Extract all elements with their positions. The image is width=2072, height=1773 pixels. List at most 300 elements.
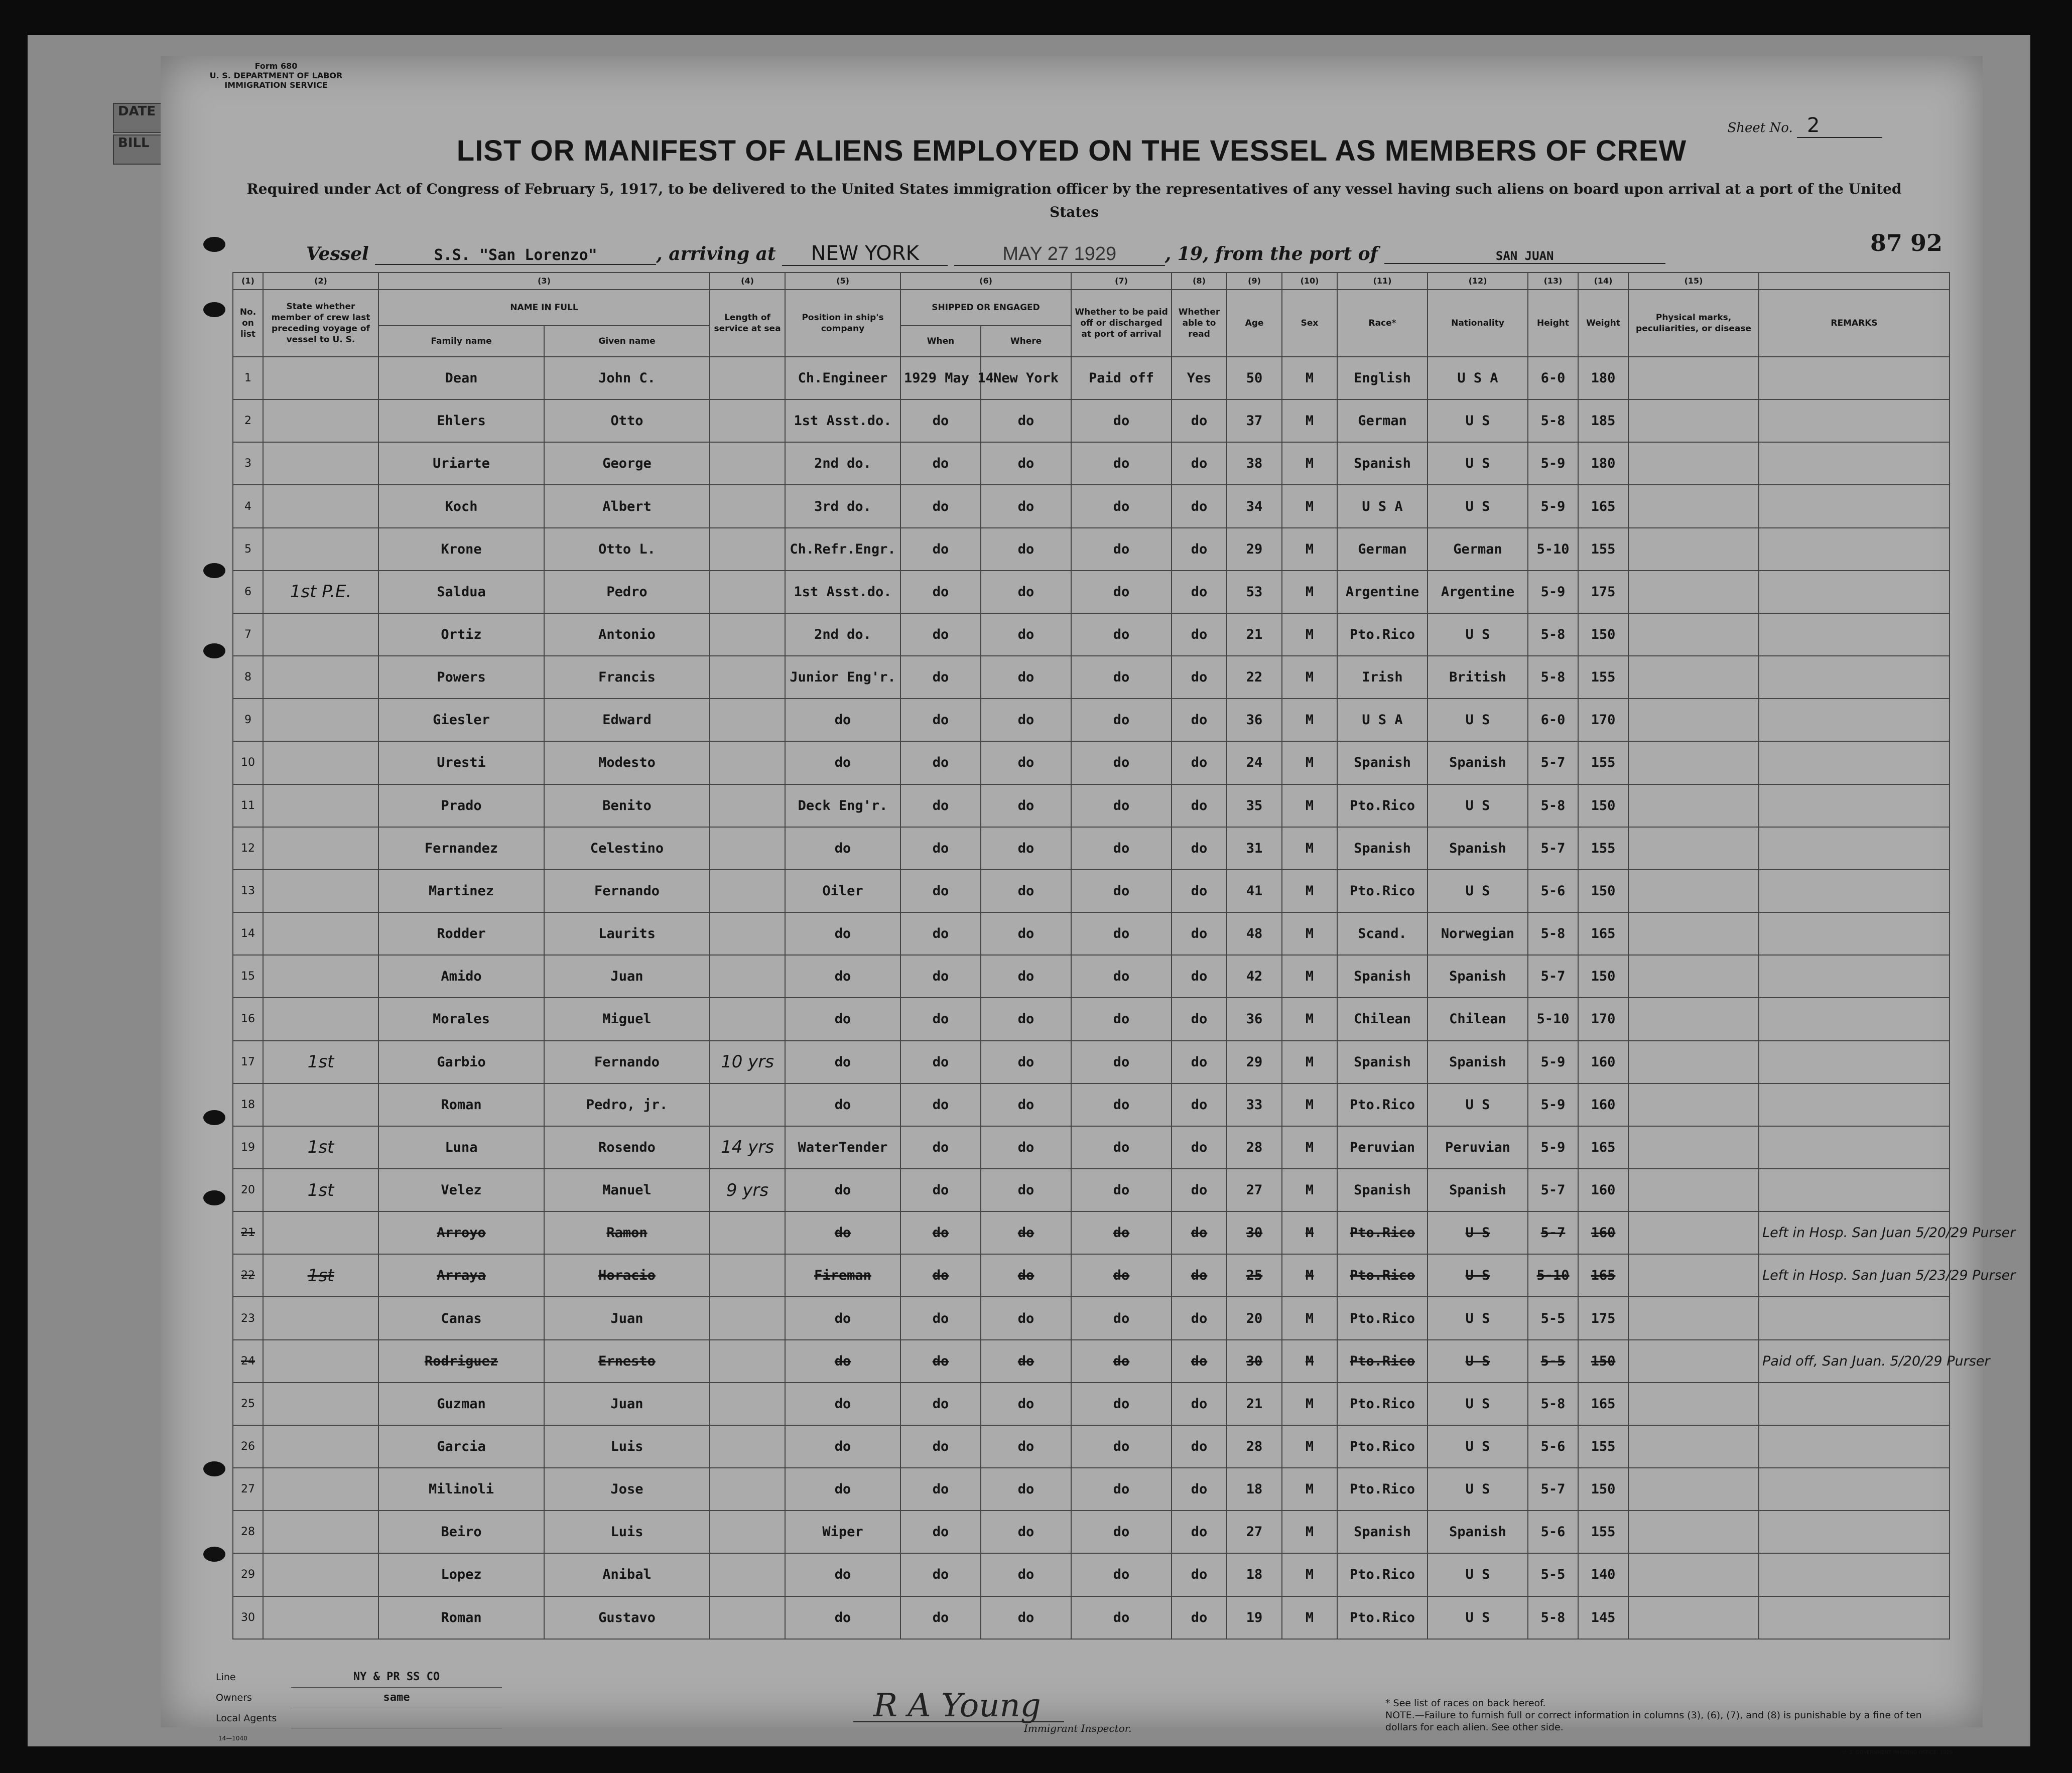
race: Pto.Rico bbox=[1337, 1083, 1428, 1126]
arrival-date-stamp: MAY 27 1929 bbox=[954, 243, 1165, 266]
family-name: Garcia bbox=[378, 1425, 544, 1468]
height: 5-9 bbox=[1528, 571, 1578, 613]
paid-off: do bbox=[1071, 1169, 1172, 1211]
weight: 155 bbox=[1578, 741, 1628, 784]
header-physical-marks: Physical marks, peculiarities, or disease bbox=[1628, 290, 1759, 357]
age: 27 bbox=[1227, 1511, 1282, 1553]
weight: 165 bbox=[1578, 1254, 1628, 1297]
weight: 170 bbox=[1578, 998, 1628, 1040]
shipped-when: do bbox=[900, 1383, 981, 1425]
remarks bbox=[1759, 1596, 1950, 1639]
race: English bbox=[1337, 357, 1428, 399]
physical-marks bbox=[1628, 1425, 1759, 1468]
height: 6-0 bbox=[1528, 699, 1578, 741]
previous-voyage bbox=[263, 1211, 378, 1254]
age: 53 bbox=[1227, 571, 1282, 613]
local-agents-value bbox=[291, 1708, 502, 1728]
height: 5-5 bbox=[1528, 1340, 1578, 1383]
age: 33 bbox=[1227, 1083, 1282, 1126]
given-name: Otto L. bbox=[544, 528, 710, 571]
sex: M bbox=[1282, 870, 1337, 912]
age: 41 bbox=[1227, 870, 1282, 912]
row-number: 8 bbox=[233, 656, 263, 699]
remarks bbox=[1759, 870, 1950, 912]
header-row bbox=[233, 290, 1950, 326]
given-name: Benito bbox=[544, 784, 710, 827]
previous-voyage bbox=[263, 870, 378, 912]
position: do bbox=[785, 827, 900, 870]
position: do bbox=[785, 741, 900, 784]
paid-off: do bbox=[1071, 1254, 1172, 1297]
table-row bbox=[233, 912, 1950, 955]
age: 28 bbox=[1227, 1425, 1282, 1468]
age: 37 bbox=[1227, 399, 1282, 442]
page-title: LIST OR MANIFEST OF ALIENS EMPLOYED ON THE VESSEL AS MEMBERS OF CREW bbox=[456, 134, 1687, 167]
shipped-where: do bbox=[981, 571, 1071, 613]
row-number: 9 bbox=[233, 699, 263, 741]
length-of-service bbox=[710, 870, 785, 912]
length-of-service bbox=[710, 827, 785, 870]
paid-off: do bbox=[1071, 1297, 1172, 1339]
table-row bbox=[233, 357, 1950, 399]
given-name: Gustavo bbox=[544, 1596, 710, 1639]
physical-marks bbox=[1628, 1511, 1759, 1553]
line-value: NY & PR SS CO bbox=[291, 1667, 502, 1688]
age: 38 bbox=[1227, 442, 1282, 485]
physical-marks bbox=[1628, 1596, 1759, 1639]
header-remarks: REMARKS bbox=[1759, 290, 1950, 357]
age: 25 bbox=[1227, 1254, 1282, 1297]
length-of-service bbox=[710, 912, 785, 955]
position: do bbox=[785, 955, 900, 998]
punch-hole bbox=[203, 643, 225, 658]
position: do bbox=[785, 1596, 900, 1639]
paid-off: do bbox=[1071, 485, 1172, 527]
table-row bbox=[233, 1511, 1950, 1553]
header-nationality: Nationality bbox=[1428, 290, 1528, 357]
sex: M bbox=[1282, 827, 1337, 870]
header-position: Position in ship's company bbox=[785, 290, 900, 357]
physical-marks bbox=[1628, 1254, 1759, 1297]
position: do bbox=[785, 1425, 900, 1468]
weight: 185 bbox=[1578, 399, 1628, 442]
family-name: Morales bbox=[378, 998, 544, 1040]
sex: M bbox=[1282, 1383, 1337, 1425]
previous-voyage: 1st bbox=[263, 1254, 378, 1297]
height: 5-8 bbox=[1528, 656, 1578, 699]
sex: M bbox=[1282, 1083, 1337, 1126]
nationality: Argentine bbox=[1428, 571, 1528, 613]
remarks bbox=[1759, 1553, 1950, 1596]
form-department: U. S. DEPARTMENT OF LABOR bbox=[209, 71, 343, 80]
column-number-row bbox=[233, 272, 1950, 290]
shipped-where: do bbox=[981, 613, 1071, 656]
weight: 165 bbox=[1578, 912, 1628, 955]
physical-marks bbox=[1628, 827, 1759, 870]
header-length-service: Length of service at sea bbox=[710, 290, 785, 357]
shipped-when: do bbox=[900, 1254, 981, 1297]
able-to-read: do bbox=[1172, 870, 1227, 912]
previous-voyage bbox=[263, 1340, 378, 1383]
punch-hole bbox=[203, 1110, 225, 1125]
shipped-when: do bbox=[900, 1083, 981, 1126]
height: 5-10 bbox=[1528, 998, 1578, 1040]
family-name: Arraya bbox=[378, 1254, 544, 1297]
table-row bbox=[233, 442, 1950, 485]
previous-voyage bbox=[263, 1511, 378, 1553]
sex: M bbox=[1282, 998, 1337, 1040]
height: 5-7 bbox=[1528, 1169, 1578, 1211]
race: Pto.Rico bbox=[1337, 1340, 1428, 1383]
table-row bbox=[233, 741, 1950, 784]
nationality: U S bbox=[1428, 1468, 1528, 1511]
shipped-when: do bbox=[900, 741, 981, 784]
nationality: U S bbox=[1428, 1211, 1528, 1254]
given-name: Luis bbox=[544, 1425, 710, 1468]
col-num: (3) bbox=[378, 272, 710, 290]
able-to-read: do bbox=[1172, 827, 1227, 870]
previous-voyage bbox=[263, 1383, 378, 1425]
given-name: Ramon bbox=[544, 1211, 710, 1254]
length-of-service bbox=[710, 1553, 785, 1596]
table-row bbox=[233, 1553, 1950, 1596]
race: Pto.Rico bbox=[1337, 613, 1428, 656]
paid-off: do bbox=[1071, 399, 1172, 442]
note-races: * See list of races on back hereof. bbox=[1385, 1698, 1546, 1709]
shipped-where: do bbox=[981, 442, 1071, 485]
family-name: Ortiz bbox=[378, 613, 544, 656]
height: 5-7 bbox=[1528, 741, 1578, 784]
remarks bbox=[1759, 1126, 1950, 1169]
position: do bbox=[785, 998, 900, 1040]
nationality: Spanish bbox=[1428, 741, 1528, 784]
header-age: Age bbox=[1227, 290, 1282, 357]
position: do bbox=[785, 1041, 900, 1083]
able-to-read: do bbox=[1172, 571, 1227, 613]
sex: M bbox=[1282, 613, 1337, 656]
remarks bbox=[1759, 485, 1950, 527]
position: do bbox=[785, 1169, 900, 1211]
previous-voyage bbox=[263, 1553, 378, 1596]
previous-voyage bbox=[263, 656, 378, 699]
row-number: 16 bbox=[233, 998, 263, 1040]
sex: M bbox=[1282, 912, 1337, 955]
shipped-when: do bbox=[900, 1596, 981, 1639]
age: 29 bbox=[1227, 1041, 1282, 1083]
row-number: 15 bbox=[233, 955, 263, 998]
shipped-when: do bbox=[900, 1340, 981, 1383]
given-name: Miguel bbox=[544, 998, 710, 1040]
height: 5-9 bbox=[1528, 442, 1578, 485]
table-row bbox=[233, 571, 1950, 613]
shipped-where: do bbox=[981, 870, 1071, 912]
given-name: Pedro bbox=[544, 571, 710, 613]
nationality: Spanish bbox=[1428, 1511, 1528, 1553]
previous-voyage bbox=[263, 912, 378, 955]
previous-voyage bbox=[263, 784, 378, 827]
sex: M bbox=[1282, 1596, 1337, 1639]
position: do bbox=[785, 1297, 900, 1339]
previous-voyage bbox=[263, 357, 378, 399]
length-of-service bbox=[710, 399, 785, 442]
remarks bbox=[1759, 399, 1950, 442]
weight: 150 bbox=[1578, 955, 1628, 998]
weight: 155 bbox=[1578, 827, 1628, 870]
shipped-where: do bbox=[981, 1254, 1071, 1297]
footer-notes bbox=[1385, 1697, 1948, 1733]
previous-voyage: 1st bbox=[263, 1126, 378, 1169]
weight: 175 bbox=[1578, 571, 1628, 613]
previous-voyage bbox=[263, 485, 378, 527]
able-to-read: do bbox=[1172, 955, 1227, 998]
col-num: (1) bbox=[233, 272, 263, 290]
sex: M bbox=[1282, 1297, 1337, 1339]
remarks bbox=[1759, 699, 1950, 741]
family-name: Canas bbox=[378, 1297, 544, 1339]
family-name: Uriarte bbox=[378, 442, 544, 485]
previous-voyage bbox=[263, 442, 378, 485]
paid-off: do bbox=[1071, 784, 1172, 827]
nationality: Spanish bbox=[1428, 827, 1528, 870]
paid-off: Paid off bbox=[1071, 357, 1172, 399]
shipped-where: do bbox=[981, 656, 1071, 699]
length-of-service: 14 yrs bbox=[710, 1126, 785, 1169]
age: 27 bbox=[1227, 1169, 1282, 1211]
position: do bbox=[785, 1211, 900, 1254]
nationality: Spanish bbox=[1428, 1041, 1528, 1083]
position: do bbox=[785, 699, 900, 741]
col-num: (11) bbox=[1337, 272, 1428, 290]
nationality: U S bbox=[1428, 1383, 1528, 1425]
family-name: Milinoli bbox=[378, 1468, 544, 1511]
nationality: Spanish bbox=[1428, 1169, 1528, 1211]
length-of-service bbox=[710, 442, 785, 485]
physical-marks bbox=[1628, 1468, 1759, 1511]
sex: M bbox=[1282, 1340, 1337, 1383]
length-of-service bbox=[710, 1425, 785, 1468]
shipped-when: do bbox=[900, 656, 981, 699]
inspector-signature: R A Young bbox=[873, 1687, 1041, 1724]
form-code: 14—1040 bbox=[218, 1735, 247, 1742]
family-name: Saldua bbox=[378, 571, 544, 613]
punch-hole bbox=[203, 1461, 225, 1476]
sex: M bbox=[1282, 1041, 1337, 1083]
race: Pto.Rico bbox=[1337, 1211, 1428, 1254]
row-number: 13 bbox=[233, 870, 263, 912]
shipped-when: do bbox=[900, 1211, 981, 1254]
physical-marks bbox=[1628, 784, 1759, 827]
nationality: U S bbox=[1428, 613, 1528, 656]
row-number: 14 bbox=[233, 912, 263, 955]
table-row bbox=[233, 1169, 1950, 1211]
weight: 150 bbox=[1578, 1340, 1628, 1383]
remarks bbox=[1759, 1169, 1950, 1211]
height: 5-7 bbox=[1528, 827, 1578, 870]
form-identifier bbox=[181, 61, 371, 90]
manifest-footer bbox=[161, 1647, 1983, 1755]
given-name: Celestino bbox=[544, 827, 710, 870]
age: 22 bbox=[1227, 656, 1282, 699]
form-service: IMMIGRATION SERVICE bbox=[224, 80, 328, 90]
remarks bbox=[1759, 571, 1950, 613]
weight: 155 bbox=[1578, 528, 1628, 571]
col-num: (6) bbox=[900, 272, 1071, 290]
family-name: Rodriguez bbox=[378, 1340, 544, 1383]
length-of-service bbox=[710, 1511, 785, 1553]
previous-voyage bbox=[263, 1425, 378, 1468]
physical-marks bbox=[1628, 528, 1759, 571]
weight: 150 bbox=[1578, 1468, 1628, 1511]
race: Pto.Rico bbox=[1337, 1383, 1428, 1425]
shipped-when: 1929 May 14 bbox=[900, 357, 981, 399]
sex: M bbox=[1282, 1126, 1337, 1169]
paid-off: do bbox=[1071, 998, 1172, 1040]
sex: M bbox=[1282, 1468, 1337, 1511]
nationality: U S bbox=[1428, 870, 1528, 912]
remarks bbox=[1759, 1468, 1950, 1511]
paid-off: do bbox=[1071, 1083, 1172, 1126]
able-to-read: do bbox=[1172, 998, 1227, 1040]
height: 5-8 bbox=[1528, 613, 1578, 656]
age: 31 bbox=[1227, 827, 1282, 870]
sex: M bbox=[1282, 784, 1337, 827]
position: 1st Asst.do. bbox=[785, 571, 900, 613]
physical-marks bbox=[1628, 741, 1759, 784]
nationality: Chilean bbox=[1428, 998, 1528, 1040]
header-name-in-full: NAME IN FULL bbox=[378, 290, 710, 326]
length-of-service bbox=[710, 1211, 785, 1254]
remarks: Left in Hosp. San Juan 5/20/29 Purser bbox=[1759, 1211, 1950, 1254]
physical-marks bbox=[1628, 357, 1759, 399]
given-name: Otto bbox=[544, 399, 710, 442]
nationality: U S bbox=[1428, 784, 1528, 827]
weight: 150 bbox=[1578, 613, 1628, 656]
able-to-read: do bbox=[1172, 613, 1227, 656]
physical-marks bbox=[1628, 912, 1759, 955]
paid-off: do bbox=[1071, 699, 1172, 741]
table-row bbox=[233, 1126, 1950, 1169]
shipped-when: do bbox=[900, 485, 981, 527]
race: Pto.Rico bbox=[1337, 784, 1428, 827]
length-of-service bbox=[710, 998, 785, 1040]
shipped-where: do bbox=[981, 485, 1071, 527]
height: 5-7 bbox=[1528, 1211, 1578, 1254]
previous-voyage bbox=[263, 399, 378, 442]
given-name: Edward bbox=[544, 699, 710, 741]
remarks bbox=[1759, 827, 1950, 870]
shipped-where: do bbox=[981, 1041, 1071, 1083]
race: Chilean bbox=[1337, 998, 1428, 1040]
length-of-service bbox=[710, 955, 785, 998]
family-name: Powers bbox=[378, 656, 544, 699]
departure-port: SAN JUAN bbox=[1384, 249, 1665, 264]
shipped-where: do bbox=[981, 1169, 1071, 1211]
position: do bbox=[785, 1553, 900, 1596]
col-num: (15) bbox=[1628, 272, 1759, 290]
weight: 160 bbox=[1578, 1083, 1628, 1126]
given-name: Albert bbox=[544, 485, 710, 527]
family-name: Velez bbox=[378, 1169, 544, 1211]
race: Pto.Rico bbox=[1337, 1254, 1428, 1297]
sex: M bbox=[1282, 485, 1337, 527]
paid-off: do bbox=[1071, 912, 1172, 955]
previous-voyage: 1st bbox=[263, 1169, 378, 1211]
remarks bbox=[1759, 1511, 1950, 1553]
family-name: Koch bbox=[378, 485, 544, 527]
local-agents-label: Local Agents bbox=[216, 1713, 277, 1724]
height: 5-8 bbox=[1528, 912, 1578, 955]
shipped-when: do bbox=[900, 571, 981, 613]
header-previous-voyage: State whether member of crew last preceding voyage of vessel to U. S. bbox=[263, 290, 378, 357]
paid-off: do bbox=[1071, 827, 1172, 870]
family-name: Dean bbox=[378, 357, 544, 399]
physical-marks bbox=[1628, 1553, 1759, 1596]
sex: M bbox=[1282, 955, 1337, 998]
nationality: U S bbox=[1428, 1425, 1528, 1468]
able-to-read: do bbox=[1172, 1254, 1227, 1297]
position: 2nd do. bbox=[785, 442, 900, 485]
remarks bbox=[1759, 1425, 1950, 1468]
race: Scand. bbox=[1337, 912, 1428, 955]
age: 36 bbox=[1227, 699, 1282, 741]
row-number: 25 bbox=[233, 1383, 263, 1425]
row-number: 21 bbox=[233, 1211, 263, 1254]
shipped-when: do bbox=[900, 1297, 981, 1339]
family-name: Roman bbox=[378, 1596, 544, 1639]
physical-marks bbox=[1628, 442, 1759, 485]
shipped-where: do bbox=[981, 1126, 1071, 1169]
row-number: 27 bbox=[233, 1468, 263, 1511]
shipped-where: do bbox=[981, 998, 1071, 1040]
physical-marks bbox=[1628, 656, 1759, 699]
family-name: Martinez bbox=[378, 870, 544, 912]
length-of-service bbox=[710, 1340, 785, 1383]
family-name: Amido bbox=[378, 955, 544, 998]
family-name: Rodder bbox=[378, 912, 544, 955]
shipped-where: do bbox=[981, 399, 1071, 442]
header-paid-off: Whether to be paid off or discharged at port of arrival bbox=[1071, 290, 1172, 357]
shipped-where: do bbox=[981, 741, 1071, 784]
remarks bbox=[1759, 1297, 1950, 1339]
height: 5-8 bbox=[1528, 399, 1578, 442]
table-row bbox=[233, 1297, 1950, 1339]
able-to-read: do bbox=[1172, 1126, 1227, 1169]
given-name: Laurits bbox=[544, 912, 710, 955]
table-row bbox=[233, 870, 1950, 912]
race: German bbox=[1337, 528, 1428, 571]
shipped-where: do bbox=[981, 1340, 1071, 1383]
row-number: 12 bbox=[233, 827, 263, 870]
shipped-when: do bbox=[900, 1553, 981, 1596]
nationality: Spanish bbox=[1428, 955, 1528, 998]
position: do bbox=[785, 1383, 900, 1425]
position: do bbox=[785, 1468, 900, 1511]
sex: M bbox=[1282, 741, 1337, 784]
able-to-read: do bbox=[1172, 656, 1227, 699]
weight: 145 bbox=[1578, 1596, 1628, 1639]
header-where: Where bbox=[981, 326, 1071, 357]
race: Pto.Rico bbox=[1337, 1425, 1428, 1468]
physical-marks bbox=[1628, 571, 1759, 613]
header-weight: Weight bbox=[1578, 290, 1628, 357]
length-of-service bbox=[710, 699, 785, 741]
row-number: 26 bbox=[233, 1425, 263, 1468]
row-number: 2 bbox=[233, 399, 263, 442]
row-number: 19 bbox=[233, 1126, 263, 1169]
race: Spanish bbox=[1337, 1041, 1428, 1083]
previous-voyage bbox=[263, 1596, 378, 1639]
race: Spanish bbox=[1337, 1511, 1428, 1553]
